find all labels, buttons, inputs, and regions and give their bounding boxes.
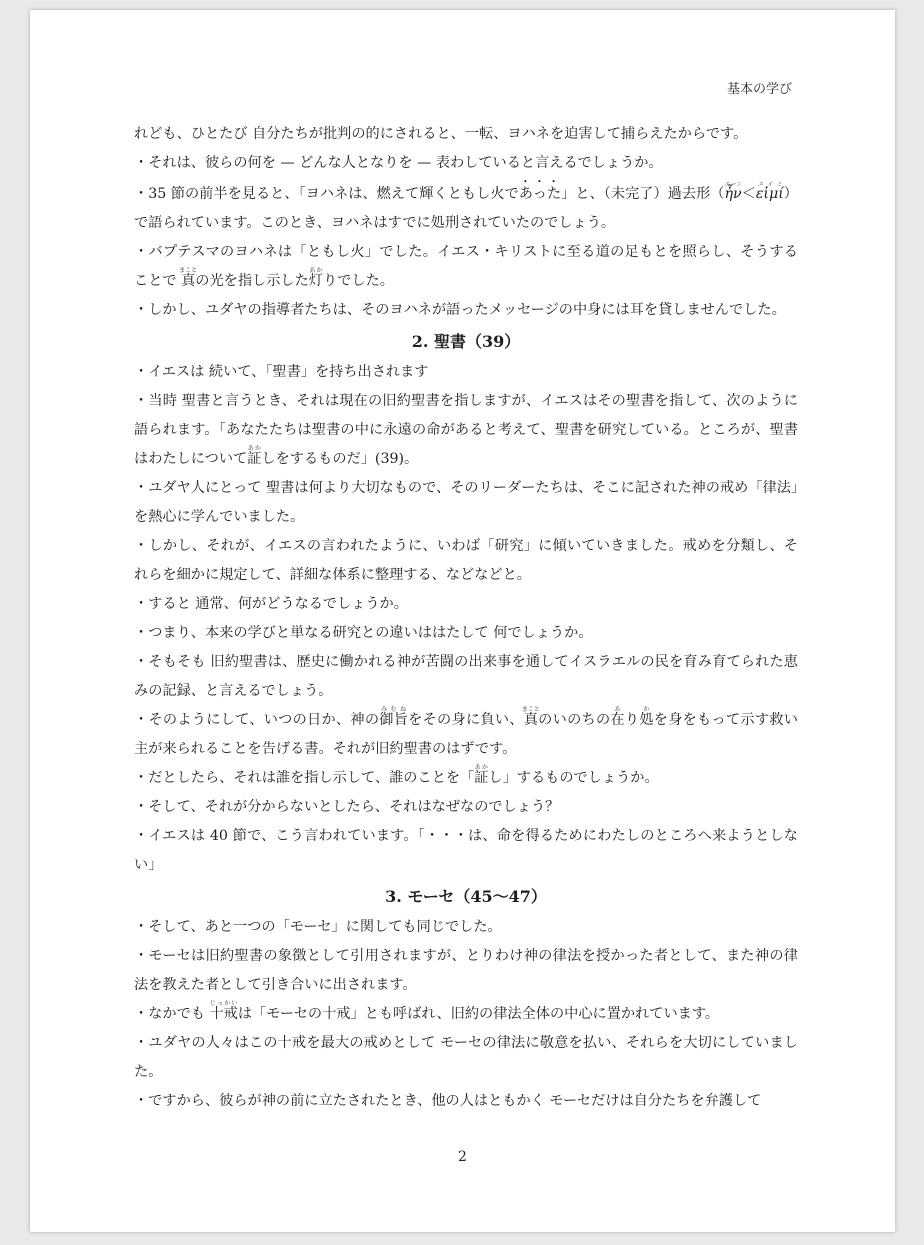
ruby-word: 証あか — [247, 445, 262, 467]
paragraph: ・当時 聖書と言うとき、それは現在の旧約聖書を指しますが、イエスはその聖書を指して、次のように語られます。「あなたたちは聖書の中に永遠の命があると考えて、聖書を研究している。ところが、聖書はわたしについて証あかしをするものだ」(39)。 — [134, 393, 798, 467]
paragraph: ・つまり、本来の学びと単なる研究との違いははたして 何でしょうか。 — [134, 625, 593, 641]
paragraph: ・ユダヤの人々はこの十戒を最大の戒めとして モーセの律法に敬意を払い、それらを大切にしていました。 — [134, 1035, 798, 1080]
paragraph: ・すると 通常、何がどうなるでしょうか。 — [134, 596, 408, 612]
ruby-word: 真まこと — [521, 706, 540, 728]
ruby-word: 御旨みむね — [379, 706, 409, 728]
ruby-word: 灯あか — [308, 267, 323, 289]
ruby-word: 在あ — [610, 706, 625, 728]
paragraph: ・ユダヤ人にとって 聖書は何より大切なもので、そのリーダーたちは、そこに記された神の戒め「律法」を熱心に学んでいました。 — [134, 480, 798, 525]
paragraph: ・なかでも 十戒じっかいは「モーセの十戒」とも呼ばれ、旧約の律法全体の中心に置かれています。 — [134, 1000, 720, 1022]
section-heading: 2. 聖書（39） — [411, 332, 521, 351]
paragraph: ・モーセは旧約聖書の象徴として引用されますが、とりわけ神の律法を授かった者として、また神の律法を教えた者として引き合いに出されます。 — [134, 948, 798, 993]
ruby-word: 処か — [639, 706, 654, 728]
page-number: 2 — [458, 1149, 467, 1165]
ruby-word: 証あか — [474, 764, 489, 786]
body-text — [134, 120, 798, 1116]
paragraph: れども、ひとたび 自分たちが批判の的にされると、一転、ヨハネを迫害して捕らえたからです。 — [134, 126, 748, 142]
paragraph: ・バプテスマのヨハネは「ともし火」でした。イエス・キリストに至る道の足もとを照らし、そうすることで 真まことの光を指し示した灯あかりでした。 — [134, 244, 798, 289]
paragraph: ・イエスは 続いて、「聖書」を持ち出されます — [134, 364, 429, 380]
paragraph: ・そもそも 旧約聖書は、歴史に働かれる神が苦闘の出来事を通してイスラエルの民を育み育てられた恵みの記録、と言えるでしょう。 — [134, 654, 798, 699]
paragraph: ・そして、あと一つの「モーセ」に関しても同じでした。 — [134, 919, 502, 935]
section-heading: 3. モーセ（45〜47） — [385, 887, 547, 906]
paragraph: ・35 節の前半を見ると、「ヨハネは、燃えて輝くともし火であった」と、（未完了）過去形（ἦνエーン＜εἰμίエイミ）で語られています。このとき、ヨハネはすでに処刑されていたのでしょう。 — [134, 181, 798, 231]
ruby-word: 真まこと — [179, 267, 198, 289]
paragraph: ・イエスは 40 節で、こう言われています。「・・・は、命を得るためにわたしのところへ来ようとしない」 — [134, 828, 798, 873]
paragraph: ・それは、彼らの何を — どんな人となりを — 表わしていると言えるでしょうか。 — [134, 155, 663, 171]
ruby-word: 十戒じっかい — [209, 1000, 238, 1022]
running-header: 基本の学び — [726, 82, 792, 97]
greek-word: ἦνエーン — [724, 181, 742, 202]
paragraph: ・そのようにして、いつの日か、神の御旨みむねをその身に負い、真まことのいのちの在あり処かを身をもって示す救い主が来られることを告げる書。それが旧約聖書のはずです。 — [134, 706, 798, 757]
paragraph: ・しかし、それが、イエスの言われたように、いわば「研究」に傾いていきました。戒めを分類し、それらを細かに規定して、詳細な体系に整理する、などなどと。 — [134, 538, 798, 583]
paragraph: ・ですから、彼らが神の前に立たされたとき、他の人はともかく モーセだけは自分たちを弁護して — [134, 1093, 762, 1109]
paragraph: ・だとしたら、それは誰を指し示して、誰のことを「証あかし」するものでしょうか。 — [134, 764, 659, 786]
greek-word: εἰμίエイミ — [755, 181, 784, 202]
emphasis-dots: あった — [518, 186, 562, 202]
paragraph: ・そして、それが分からないとしたら、それはなぜなのでしょう？ — [134, 799, 560, 815]
document-page — [30, 10, 895, 1232]
paragraph: ・しかし、ユダヤの指導者たちは、そのヨハネが語ったメッセージの中身には耳を貸しませんでした。 — [134, 302, 786, 318]
